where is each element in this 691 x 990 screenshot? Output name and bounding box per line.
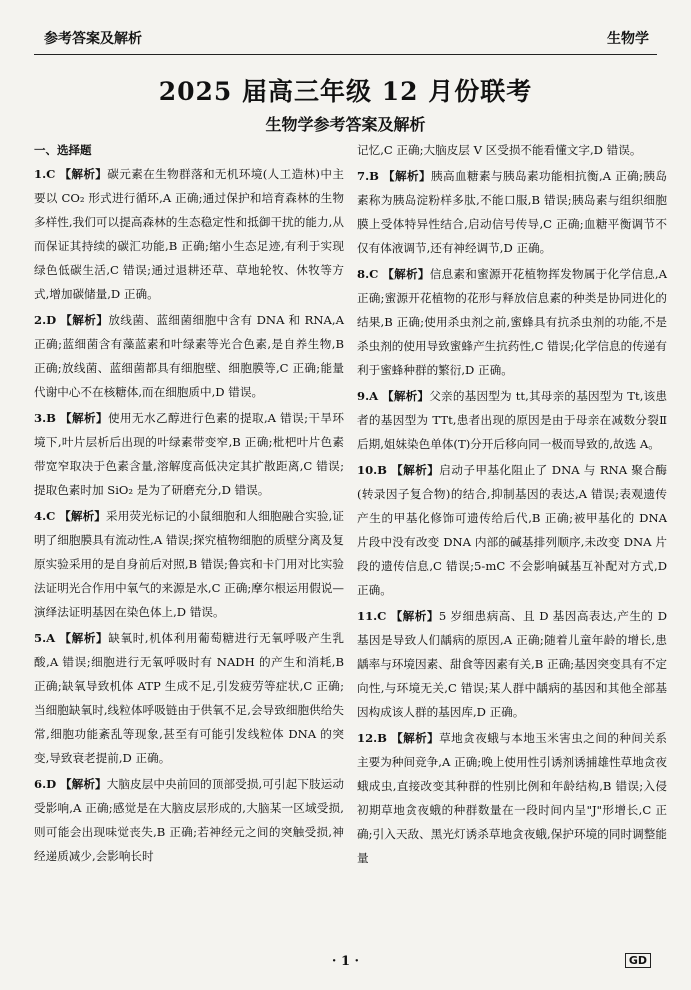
item-text: 胰高血糖素与胰岛素功能相抗衡,A 正确;胰岛素称为胰岛淀粉样多肽,不能口服,B 错误;胰岛素与组织细胞膜上受体特异性结合,启动信号传导,C 正确;血糖平衡调节不仅有体液调节,还有神经调节,D 正确。	[357, 169, 667, 255]
answer-item	[357, 384, 667, 456]
item-number: 1.C	[34, 167, 56, 181]
header-divider	[34, 54, 657, 55]
answer-item-continued	[357, 138, 667, 162]
item-tag: 【解析】	[60, 313, 109, 327]
header-left: 参考答案及解析	[44, 31, 142, 47]
header-subject: 生物学	[607, 31, 649, 47]
item-text: 信息素和蜜源开花植物挥发物属于化学信息,A 正确;蜜源开花植物的花形与释放信息素的种类是协同进化的结果,B 正确;使用杀虫剂之前,蜜蜂具有抗杀虫剂的功能,不是杀虫剂的使用导致蜜蜂产生抗药性,C 错误;化学信息的传递有利于蜜蜂种群的繁衍,D 正确。	[357, 267, 667, 377]
item-tag: 【解析】	[391, 463, 440, 477]
left-column	[34, 138, 344, 870]
item-text: 父亲的基因型为 tt,其母亲的基因型为 Tt,该患者的基因型为 TTt,患者出现的原因是由于母亲在减数分裂Ⅱ后期,姐妹染色单体(T)分开后移向同一极而导致的,故选 A。	[357, 389, 667, 451]
item-number: 10.B	[357, 463, 387, 477]
answer-item	[357, 164, 667, 260]
item-number: 8.C	[357, 267, 379, 281]
section-heading: 一、选择题	[34, 143, 92, 157]
answer-item	[34, 772, 344, 868]
item-number: 11.C	[357, 609, 387, 623]
item-number: 12.B	[357, 731, 387, 745]
item-text: 使用无水乙醇进行色素的提取,A 错误;干旱环境下,叶片层析后出现的叶绿素带变窄,B 正确;枇杷叶片色素带宽窄取决于色素含量,溶解度高低决定其扩散距离,C 错误;提取色素时加 SiO₂ 是为了研磨充分,D 错误。	[34, 411, 344, 497]
item-number: 2.D	[34, 313, 57, 327]
item-tag: 【解析】	[383, 169, 431, 183]
item-tag: 【解析】	[59, 509, 107, 523]
item-tag: 【解析】	[390, 609, 439, 623]
right-column	[357, 138, 667, 872]
item-tag: 【解析】	[391, 731, 440, 745]
item-number: 4.C	[34, 509, 56, 523]
answer-item	[357, 604, 667, 724]
answer-item	[357, 262, 667, 382]
item-tag: 【解析】	[60, 411, 108, 425]
answer-item	[34, 626, 344, 770]
item-number: 5.A	[34, 631, 56, 645]
item-tag: 【解析】	[382, 267, 430, 281]
item-text: 5 岁细患病高、且 D 基因高表达,产生的 D 基因是导致人们龋病的原因,A 正确;随着儿童年龄的增长,患龋率与环境因素、甜食等因素有关,B 正确;基因突变具有不定向性,与环境无关,C 错误;某人群中龋病的基因和其他全部基因构成该人群的基因库,D 正确。	[357, 609, 667, 719]
answer-item	[34, 406, 344, 502]
item-text: 启动子甲基化阻止了 DNA 与 RNA 聚合酶(转录因子复合物)的结合,抑制基因的表达,A 错误;表观遗传产生的甲基化修饰可遗传给后代,B 正确;被甲基化的 DNA 片段中没有改变 DNA 内部的碱基排列顺序,未改变 DNA 片段的遗传信息,C 错误;5-mC 不会影响碱基互补配对方式,D 正确。	[357, 463, 667, 597]
item-text: 采用荧光标记的小鼠细胞和人细胞融合实验,证明了细胞膜具有流动性,A 错误;探究植物细胞的质壁分离及复原实验采用的是自身前后对照,B 错误;鲁宾和卡门用对比实验法证明光合作用中氧气的来源是水,C 正确;摩尔根运用假说—演绎法证明基因在染色体上,D 错误。	[34, 509, 344, 619]
edition-badge: GD	[625, 953, 651, 968]
item-text: 碳元素在生物群落和无机环境(人工造林)中主要以 CO₂ 形式进行循环,A 正确;通过保护和培育森林的生物多样性,我们可以提高森林的生态稳定性和抵御干扰的能力,从而保证其持续的碳汇功能,B 正确;缩小生态足迹,有利于实现绿色低碳生活,C 错误;通过退耕还草、草地轮牧、休牧等方式,增加碳储量,D 正确。	[34, 167, 344, 301]
item-number: 9.A	[357, 389, 379, 403]
page-subtitle: 生物学参考答案及解析	[265, 115, 426, 134]
item-number: 3.B	[34, 411, 56, 425]
page-number: · 1 ·	[331, 954, 360, 969]
answer-item	[357, 458, 667, 602]
item-number: 6.D	[34, 777, 57, 791]
answer-item	[34, 162, 344, 306]
page-title: 2025 届高三年级 12 月份联考	[158, 77, 533, 106]
item-text: 缺氧时,机体利用葡萄糖进行无氧呼吸产生乳酸,A 错误;细胞进行无氧呼吸时有 NADH 的产生和消耗,B 正确;缺氧导致机体 ATP 生成不足,引发疲劳等症状,C 正确;当细胞缺氧时,线粒体呼吸链由于供氧不足,会导致细胞供给失常,细胞功能紊乱等现象,甚至有可能引发线粒体 DNA 的突变,导致衰老提前,D 正确。	[34, 631, 345, 765]
item-text: 草地贪夜蛾与本地玉米害虫之间的种间关系主要为种间竞争,A 正确;晚上使用性引诱剂诱捕雄性草地贪夜蛾成虫,直接改变其种群的性别比例和年龄结构,B 错误;入侵初期草地贪夜蛾的种群数量在一段时间内呈"J"形增长,C 正确;引入天敌、黑光灯诱杀草地贪夜蛾,保护环境的同时调整能量	[357, 731, 667, 865]
item-number: 7.B	[357, 169, 379, 183]
item-text: 放线菌、蓝细菌细胞中含有 DNA 和 RNA,A 正确;蓝细菌含有藻蓝素和叶绿素等光合色素,是自养生物,B 正确;放线菌、蓝细菌都具有细胞壁、细胞膜等,C 正确;能量代谢中心不在核糖体,而在细胞质中,D 错误。	[34, 313, 344, 399]
answer-item	[34, 308, 344, 404]
item-text: 大脑皮层中央前回的顶部受损,可引起下肢运动受影响,A 正确;感觉是在大脑皮层形成的,大脑某一区域受损,则可能会出现味觉丧失,B 正确;若神经元之间的突触受损,神经递质减少,会影响长时	[34, 777, 344, 863]
item-tag: 【解析】	[59, 631, 109, 645]
item-tag: 【解析】	[59, 167, 108, 181]
answer-item	[357, 726, 667, 870]
item-tag: 【解析】	[59, 777, 107, 791]
item-tag: 【解析】	[382, 389, 430, 403]
item-text: 记忆,C 正确;大脑皮层 V 区受损不能看懂文字,D 错误。	[357, 143, 642, 157]
answer-item	[34, 504, 344, 624]
